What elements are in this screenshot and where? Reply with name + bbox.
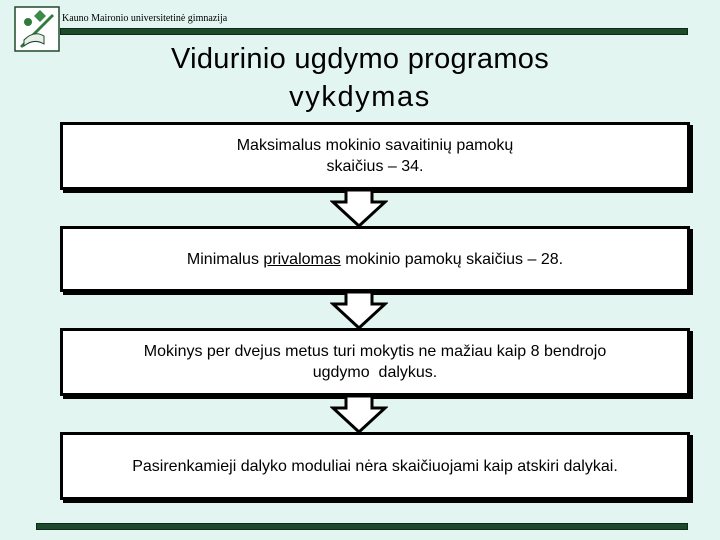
box2-text-post: mokinio pamokų skaičius – 28. bbox=[340, 250, 564, 268]
box4-text: Pasirenkamieji dalyko moduliai nėra skaičiuojami kaip atskiri dalykai. bbox=[132, 457, 618, 475]
flow-box-max-lessons bbox=[60, 122, 690, 190]
slide-title bbox=[120, 40, 600, 116]
box3-line-1: Mokinys per dvejus metus turi mokytis ne mažiau kaip 8 bendrojo bbox=[143, 343, 607, 360]
arrow-down-icon bbox=[330, 396, 388, 434]
box2-text-pre: Minimalus bbox=[186, 250, 264, 268]
box1-line-1: Maksimalus mokinio savaitinių pamokų bbox=[236, 137, 514, 154]
title-line-1: Vidurinio ugdymo programos bbox=[170, 43, 550, 75]
flow-box-elective-modules bbox=[60, 432, 690, 500]
box1-line-2: skaičius – 34. bbox=[326, 158, 424, 175]
school-name: Kauno Maironio universitetinė gimnazija bbox=[62, 13, 228, 24]
box2-text-underlined: privalomas bbox=[263, 250, 341, 268]
footer-divider-bar bbox=[36, 523, 688, 530]
header-divider-bar bbox=[60, 28, 688, 35]
school-logo-icon bbox=[14, 6, 60, 52]
flow-box-two-years bbox=[60, 328, 690, 396]
arrow-down-icon bbox=[330, 292, 388, 330]
box3-line-2: ugdymo dalykus. bbox=[312, 364, 438, 381]
flow-box-min-lessons bbox=[60, 226, 690, 292]
arrow-down-icon bbox=[330, 190, 388, 228]
title-line-2: vykdymas bbox=[289, 81, 431, 113]
